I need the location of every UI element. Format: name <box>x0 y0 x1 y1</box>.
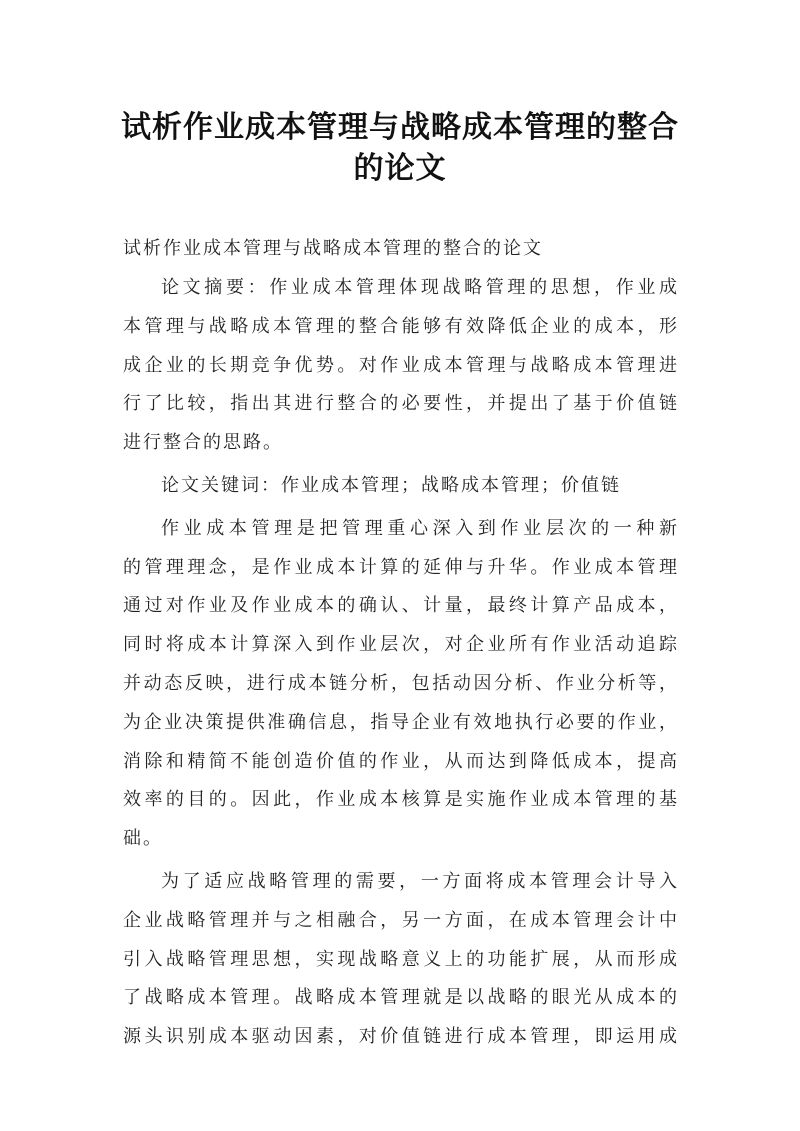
text-line: 为了适应战略管理的需要，一方面将成本管理会计导入 <box>161 870 679 892</box>
text-line: 成企业的长期竞争优势。对作业成本管理与战略成本管理进 <box>123 354 679 376</box>
text-line: 同时将成本计算深入到作业层次，对企业所有作业活动追踪 <box>123 634 679 656</box>
text-line: 进行整合的思路。 <box>123 432 283 454</box>
text-line: 通过对作业及作业成本的确认、计量，最终计算产品成本， <box>123 595 679 617</box>
document-title-line-2: 的论文 <box>353 151 447 186</box>
text-line: 源头识别成本驱动因素，对价值链进行成本管理，即运用成 <box>123 1026 679 1048</box>
body-paragraph <box>123 863 679 1057</box>
text-line: 消除和精简不能创造价值的作业，从而达到降低成本，提高 <box>123 750 679 772</box>
text-line: 本管理与战略成本管理的整合能够有效降低企业的成本，形 <box>123 315 679 337</box>
text-line: 行了比较，指出其进行整合的必要性，并提出了基于价值链 <box>123 393 679 415</box>
text-line: 的管理理念，是作业成本计算的延伸与升华。作业成本管理 <box>123 556 679 578</box>
text-line: 效率的目的。因此，作业成本核算是实施作业成本管理的基 <box>123 789 679 811</box>
text-line: 引入战略管理思想，实现战略意义上的功能扩展，从而形成 <box>123 948 679 970</box>
text-line: 为企业决策提供准确信息，指导企业有效地执行必要的作业， <box>123 711 679 733</box>
document-subtitle: 试析作业成本管理与战略成本管理的整合的论文 <box>123 238 543 259</box>
text-line: 论文摘要：作业成本管理体现战略管理的思想，作业成 <box>161 277 679 298</box>
body-paragraph <box>123 510 679 859</box>
text-line: 论文关键词：作业成本管理；战略成本管理；价值链 <box>161 474 621 496</box>
text-line: 了战略成本管理。战略成本管理就是以战略的眼光从成本的 <box>123 987 679 1009</box>
text-line: 作业成本管理是把管理重心深入到作业层次的一种新 <box>161 517 679 539</box>
text-line: 并动态反映，进行成本链分析，包括动因分析、作业分析等， <box>123 672 679 694</box>
text-line: 础。 <box>123 828 163 850</box>
document-title-line-1: 试析作业成本管理与战略成本管理的整合 <box>121 110 679 145</box>
document-body <box>123 269 679 1061</box>
text-line: 企业战略管理并与之相融合，另一方面，在成本管理会计中 <box>123 909 679 931</box>
keywords-paragraph <box>123 467 679 506</box>
abstract-paragraph <box>123 269 679 463</box>
